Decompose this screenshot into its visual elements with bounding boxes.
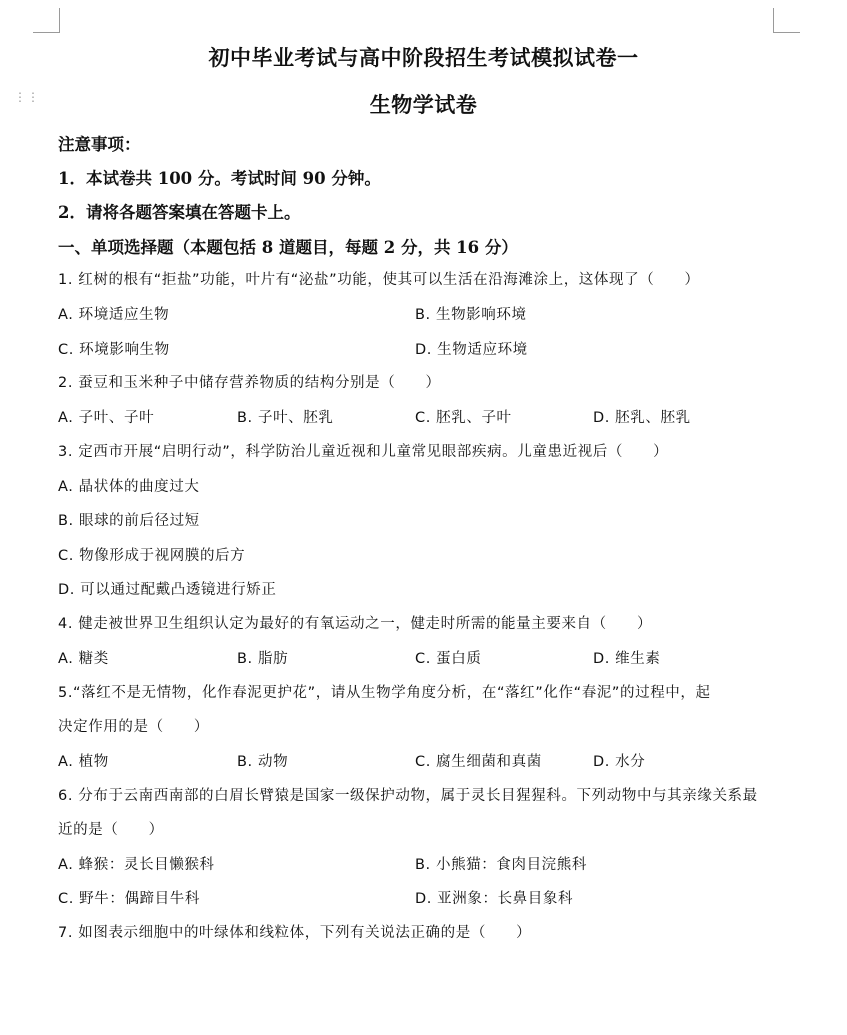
q5-option-a: A. 植物 [58,754,109,770]
q1-option-a: A. 环境适应生物 [58,307,170,323]
crop-mark-top-left [33,8,60,33]
q4-option-b: B. 脂肪 [237,651,289,667]
q3-option-a: A. 晶状体的曲度过大 [58,479,200,495]
question-4-stem: 4. 健走被世界卫生组织认定为最好的有氧运动之一，健走时所需的能量主要来自（ ） [58,616,653,632]
question-7-stem: 7. 如图表示细胞中的叶绿体和线粒体，下列有关说法正确的是（ ） [58,925,532,941]
question-6-stem-line-1: 6. 分布于云南西南部的白眉长臂猿是国家一级保护动物，属于灵长目猩猩科。下列动物中与其亲缘关系最 [58,788,758,804]
q5-option-b: B. 动物 [237,754,289,770]
q2-option-a: A. 子叶、子叶 [58,410,155,426]
section-heading: 一、单项选择题（本题包括 8 道题目，每题 2 分，共 16 分） [58,238,518,257]
q5-option-d: D. 水分 [593,754,646,770]
question-2-stem: 2. 蚕豆和玉米种子中储存营养物质的结构分别是（ ） [58,375,441,391]
question-5-stem-line-1: 5.“落红不是无情物，化作春泥更护花”，请从生物学角度分析，在“落红”化作“春泥”的过程中，起 [58,685,711,701]
document-subtitle: 生物学试卷 [369,92,478,117]
q5-option-c: C. 腐生细菌和真菌 [415,754,542,770]
q6-option-d: D. 亚洲象：长鼻目象科 [415,891,574,907]
q6-option-c: C. 野牛：偶蹄目牛科 [58,891,200,907]
crop-mark-top-right [773,8,800,33]
question-6-stem-line-2: 近的是（ ） [58,822,164,838]
question-1-stem: 1. 红树的根有“拒盐”功能，叶片有“泌盐”功能，使其可以生活在沿海滩涂上，这体现了（ ） [58,272,700,288]
q3-option-b: B. 眼球的前后径过短 [58,513,200,529]
notes-item-2: 2．请将各题答案填在答题卡上。 [58,203,301,222]
q1-option-d: D. 生物适应环境 [415,342,528,358]
q4-option-c: C. 蛋白质 [415,651,482,667]
q2-option-b: B. 子叶、胚乳 [237,410,334,426]
q3-option-d: D. 可以通过配戴凸透镜进行矫正 [58,582,277,598]
drag-handle-icon[interactable]: ⋮⋮ [14,90,40,104]
notes-item-1: 1．本试卷共 100 分。考试时间 90 分钟。 [58,169,381,188]
q1-option-c: C. 环境影响生物 [58,342,170,358]
q4-option-d: D. 维生素 [593,651,661,667]
q2-option-d: D. 胚乳、胚乳 [593,410,691,426]
q4-option-a: A. 糖类 [58,651,109,667]
q1-option-b: B. 生物影响环境 [415,307,527,323]
notes-heading: 注意事项： [58,135,141,154]
question-5-stem-line-2: 决定作用的是（ ） [58,719,209,735]
q3-option-c: C. 物像形成于视网膜的后方 [58,548,246,564]
question-3-stem: 3. 定西市开展“启明行动”，科学防治儿童近视和儿童常见眼部疾病。儿童患近视后（ ） [58,444,669,460]
q6-option-a: A. 蜂猴：灵长目懒猴科 [58,857,215,873]
q6-option-b: B. 小熊猫：食肉目浣熊科 [415,857,587,873]
document-title: 初中毕业考试与高中阶段招生考试模拟试卷一 [208,45,639,70]
q2-option-c: C. 胚乳、子叶 [415,410,512,426]
